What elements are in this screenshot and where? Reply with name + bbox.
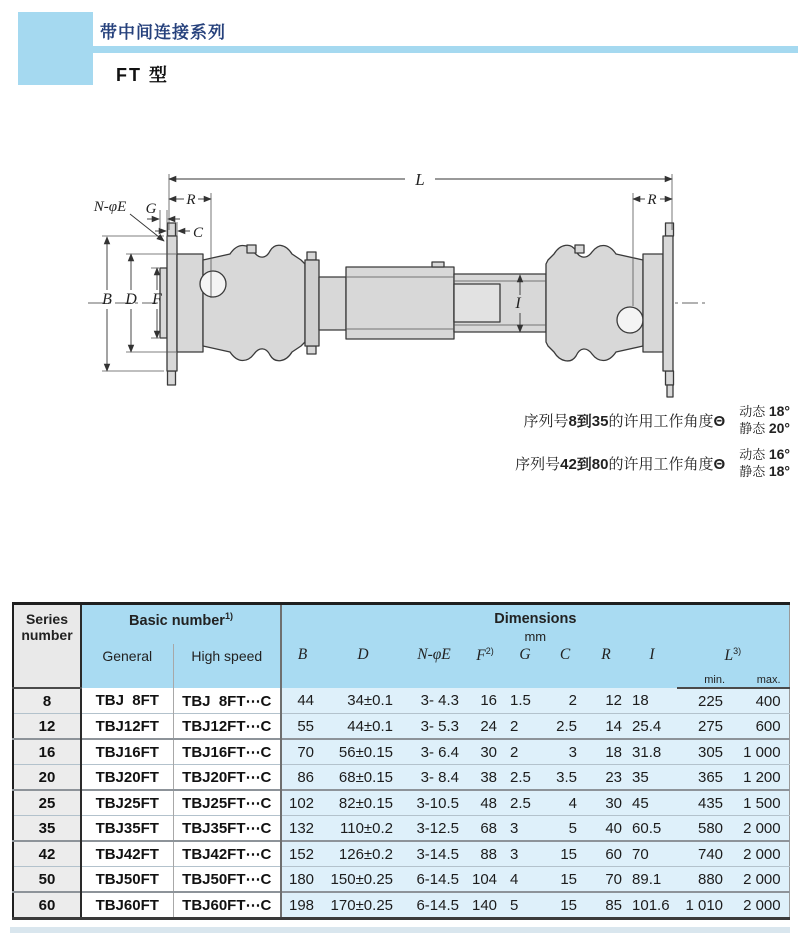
cell-high_speed: TBJ12FT⋯C xyxy=(173,714,281,740)
right-grease-fitting xyxy=(575,245,584,253)
cell-l_min: 435 xyxy=(677,790,733,816)
cell-b: 132 xyxy=(281,816,323,842)
col-header-F: $F^{2)}$ xyxy=(465,644,505,688)
left-grease-fitting xyxy=(247,245,256,253)
cell-d: 110±0.2 xyxy=(323,816,403,842)
angle-note-values: 动态 18° 静态 20° xyxy=(739,403,790,436)
cell-f: 68 xyxy=(465,816,505,842)
col-header-L: $L^{3)}$ xyxy=(677,644,789,672)
cell-ne: 3-14.5 xyxy=(403,841,465,867)
cell-c: 5 xyxy=(545,816,585,842)
cell-general: TBJ60FT xyxy=(81,892,173,919)
cell-ne: 3- 5.3 xyxy=(403,714,465,740)
cell-g: 2.5 xyxy=(505,790,545,816)
cell-b: 152 xyxy=(281,841,323,867)
cell-l_max: 1 500 xyxy=(733,790,789,816)
col-header-G: G xyxy=(505,644,545,688)
cell-r: 70 xyxy=(585,867,627,893)
cell-r: 60 xyxy=(585,841,627,867)
cell-l_min: 740 xyxy=(677,841,733,867)
table-body xyxy=(13,688,789,919)
cell-r: 14 xyxy=(585,714,627,740)
cell-d: 44±0.1 xyxy=(323,714,403,740)
cell-f: 104 xyxy=(465,867,505,893)
collar-bolt-bottom xyxy=(307,346,316,354)
cell-f: 88 xyxy=(465,841,505,867)
cell-high_speed: TBJ42FT⋯C xyxy=(173,841,281,867)
cell-d: 82±0.15 xyxy=(323,790,403,816)
dim-label-R-left: R xyxy=(186,192,196,208)
left-flange-bottom-tab xyxy=(168,371,176,385)
cell-f: 140 xyxy=(465,892,505,919)
col-header-L-max: max. xyxy=(733,672,789,688)
angle-note-label: 序列号8到35的许用工作角度Θ xyxy=(523,412,726,430)
cell-general: TBJ50FT xyxy=(81,867,173,893)
cell-d: 150±0.25 xyxy=(323,867,403,893)
cell-series: 20 xyxy=(13,765,81,791)
col-header-B: B xyxy=(281,644,323,688)
cell-ne: 3-10.5 xyxy=(403,790,465,816)
footnote-sup-2: 2) xyxy=(485,646,494,656)
cell-ne: 3- 8.4 xyxy=(403,765,465,791)
cell-high_speed: TBJ25FT⋯C xyxy=(173,790,281,816)
cell-b: 44 xyxy=(281,688,323,714)
cell-c: 15 xyxy=(545,892,585,919)
cell-b: 86 xyxy=(281,765,323,791)
cell-l_max: 2 000 xyxy=(733,867,789,893)
cell-c: 2 xyxy=(545,688,585,714)
table-row xyxy=(13,739,789,765)
cell-c: 2.5 xyxy=(545,714,585,740)
cell-ne: 6-14.5 xyxy=(403,892,465,919)
col-header-high-speed: High speed xyxy=(173,644,281,688)
dimensions-title: Dimensions xyxy=(494,611,577,627)
cell-l_min: 225 xyxy=(677,688,733,714)
cell-l_min: 365 xyxy=(677,765,733,791)
cell-f: 30 xyxy=(465,739,505,765)
cell-g: 2 xyxy=(505,739,545,765)
cell-r: 18 xyxy=(585,739,627,765)
cell-general: TBJ20FT xyxy=(81,765,173,791)
col-header-C: C xyxy=(545,644,585,688)
angle-note-values: 动态 16° 静态 18° xyxy=(739,446,790,479)
cell-b: 102 xyxy=(281,790,323,816)
cell-r: 23 xyxy=(585,765,627,791)
dim-label-B: B xyxy=(102,291,112,308)
cell-i: 60.5 xyxy=(627,816,677,842)
shaft-neck xyxy=(319,277,346,330)
outer-tube xyxy=(346,267,454,339)
cell-series: 12 xyxy=(13,714,81,740)
tube-top-fitting xyxy=(432,262,444,267)
cell-l_min: 1 010 xyxy=(677,892,733,919)
header-accent-square xyxy=(18,12,93,85)
cell-g: 4 xyxy=(505,867,545,893)
cell-l_max: 400 xyxy=(733,688,789,714)
cell-i: 25.4 xyxy=(627,714,677,740)
right-joint-bearing xyxy=(617,307,643,333)
cell-l_max: 2 000 xyxy=(733,841,789,867)
header-accent-bar xyxy=(55,46,798,53)
cell-r: 40 xyxy=(585,816,627,842)
bottom-page-strip xyxy=(10,927,790,933)
table-row xyxy=(13,816,789,842)
cell-c: 15 xyxy=(545,867,585,893)
shaft-body xyxy=(160,223,674,397)
table-row xyxy=(13,714,789,740)
angle-note-label: 序列号42到80的许用工作角度Θ xyxy=(515,455,726,473)
dimensions-unit: mm xyxy=(524,629,547,644)
cell-r: 12 xyxy=(585,688,627,714)
dimensions-table xyxy=(12,602,790,920)
dim-label-F: F xyxy=(152,291,162,308)
cell-general: TBJ16FT xyxy=(81,739,173,765)
cell-d: 56±0.15 xyxy=(323,739,403,765)
col-header-I: I xyxy=(627,644,677,688)
left-joint xyxy=(203,245,305,360)
cell-f: 16 xyxy=(465,688,505,714)
cell-c: 3.5 xyxy=(545,765,585,791)
col-header-basic-number: Basic number$^{1)}$ xyxy=(81,604,281,645)
col-header-D: D xyxy=(323,644,403,688)
model-title: FT 型 xyxy=(116,65,169,85)
table-row xyxy=(13,790,789,816)
cell-general: TBJ25FT xyxy=(81,790,173,816)
cell-ne: 3- 6.4 xyxy=(403,739,465,765)
cell-i: 45 xyxy=(627,790,677,816)
cell-c: 15 xyxy=(545,841,585,867)
cell-high_speed: TBJ20FT⋯C xyxy=(173,765,281,791)
cell-series: 8 xyxy=(13,688,81,714)
cell-ne: 3-12.5 xyxy=(403,816,465,842)
dim-label-N-phi-E: N-φE xyxy=(93,199,127,215)
left-joint-bearing xyxy=(200,271,226,297)
cell-series: 42 xyxy=(13,841,81,867)
table-header-row-1 xyxy=(13,604,789,645)
spline-shaft-end xyxy=(454,284,500,322)
cell-b: 180 xyxy=(281,867,323,893)
angle-notes xyxy=(420,403,790,489)
technical-drawing xyxy=(0,158,798,408)
table-row xyxy=(13,867,789,893)
cell-c: 4 xyxy=(545,790,585,816)
right-joint xyxy=(546,245,643,361)
dim-label-D: D xyxy=(125,291,137,308)
cell-l_max: 2 000 xyxy=(733,892,789,919)
cell-g: 3 xyxy=(505,841,545,867)
col-header-R: R xyxy=(585,644,627,688)
cell-general: TBJ 8FT xyxy=(81,688,173,714)
cell-c: 3 xyxy=(545,739,585,765)
cell-g: 5 xyxy=(505,892,545,919)
dim-label-I: I xyxy=(515,295,521,312)
col-header-L-min: min. xyxy=(677,672,733,688)
col-header-dimensions xyxy=(281,604,789,645)
footnote-sup-3: 3) xyxy=(733,646,742,656)
cell-i: 31.8 xyxy=(627,739,677,765)
cell-d: 68±0.15 xyxy=(323,765,403,791)
dim-label-R-right: R xyxy=(647,192,657,208)
table-row xyxy=(13,892,789,919)
angle-note-42-80 xyxy=(420,446,790,480)
cell-r: 30 xyxy=(585,790,627,816)
cell-g: 2 xyxy=(505,714,545,740)
dim-label-C: C xyxy=(192,225,204,241)
cell-i: 18 xyxy=(627,688,677,714)
cell-g: 2.5 xyxy=(505,765,545,791)
cell-high_speed: TBJ50FT⋯C xyxy=(173,867,281,893)
cell-l_max: 2 000 xyxy=(733,816,789,842)
col-header-series-number: Series number xyxy=(13,604,81,689)
cell-l_min: 580 xyxy=(677,816,733,842)
cell-f: 38 xyxy=(465,765,505,791)
footnote-sup-1: 1) xyxy=(224,611,233,621)
cell-series: 35 xyxy=(13,816,81,842)
cell-i: 89.1 xyxy=(627,867,677,893)
cell-l_min: 305 xyxy=(677,739,733,765)
table-row xyxy=(13,841,789,867)
cell-l_max: 1 000 xyxy=(733,739,789,765)
cell-l_min: 275 xyxy=(677,714,733,740)
cell-general: TBJ12FT xyxy=(81,714,173,740)
cell-f: 48 xyxy=(465,790,505,816)
table-row xyxy=(13,688,789,714)
cell-i: 35 xyxy=(627,765,677,791)
collar-bolt-top xyxy=(307,252,316,260)
cell-l_min: 880 xyxy=(677,867,733,893)
cell-ne: 6-14.5 xyxy=(403,867,465,893)
left-flange-plate xyxy=(167,236,177,371)
clamp-collar xyxy=(305,260,319,346)
table-row xyxy=(13,765,789,791)
left-hub xyxy=(177,254,203,352)
cell-series: 60 xyxy=(13,892,81,919)
cell-l_max: 600 xyxy=(733,714,789,740)
cell-high_speed: TBJ35FT⋯C xyxy=(173,816,281,842)
cell-g: 1.5 xyxy=(505,688,545,714)
cell-g: 3 xyxy=(505,816,545,842)
right-flange-plate xyxy=(663,236,673,371)
cell-l_max: 1 200 xyxy=(733,765,789,791)
cell-i: 70 xyxy=(627,841,677,867)
cell-high_speed: TBJ60FT⋯C xyxy=(173,892,281,919)
cell-high_speed: TBJ 8FT⋯C xyxy=(173,688,281,714)
right-flange-bottom-tab xyxy=(666,371,674,385)
cell-d: 126±0.2 xyxy=(323,841,403,867)
angle-note-8-35 xyxy=(420,403,790,437)
cell-high_speed: TBJ16FT⋯C xyxy=(173,739,281,765)
series-title: 带中间连接系列 xyxy=(100,23,226,42)
col-header-N-phi-E: N-φE xyxy=(403,644,465,688)
cell-series: 50 xyxy=(13,867,81,893)
cell-ne: 3- 4.3 xyxy=(403,688,465,714)
right-flange-foot xyxy=(667,385,673,397)
cell-d: 170±0.25 xyxy=(323,892,403,919)
cell-b: 70 xyxy=(281,739,323,765)
col-header-general: General xyxy=(81,644,173,688)
cell-b: 55 xyxy=(281,714,323,740)
cell-general: TBJ42FT xyxy=(81,841,173,867)
right-hub xyxy=(643,254,663,352)
cell-series: 16 xyxy=(13,739,81,765)
table-header-row-2 xyxy=(13,644,789,672)
cell-i: 101.6 xyxy=(627,892,677,919)
dim-label-L: L xyxy=(415,170,425,189)
dim-label-G: G xyxy=(145,201,157,217)
cell-b: 198 xyxy=(281,892,323,919)
cell-series: 25 xyxy=(13,790,81,816)
cell-f: 24 xyxy=(465,714,505,740)
cell-d: 34±0.1 xyxy=(323,688,403,714)
cell-general: TBJ35FT xyxy=(81,816,173,842)
cell-r: 85 xyxy=(585,892,627,919)
